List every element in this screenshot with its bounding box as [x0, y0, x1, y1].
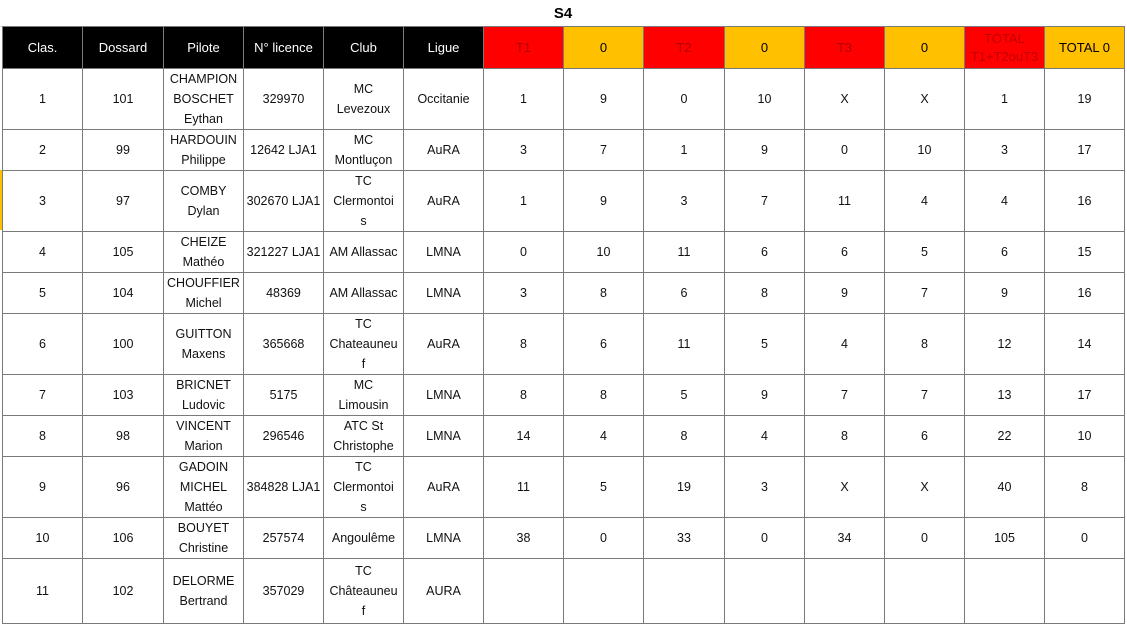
- cell-z1[interactable]: 5: [564, 457, 644, 518]
- cell-ligue[interactable]: AuRA: [404, 130, 484, 171]
- header-clas[interactable]: Clas.: [3, 27, 83, 69]
- cell-z1[interactable]: 7: [564, 130, 644, 171]
- cell-pilote[interactable]: [164, 232, 244, 273]
- cell-pilote[interactable]: [164, 518, 244, 559]
- club-line: MC: [353, 82, 374, 96]
- table-row: [3, 314, 1125, 375]
- cell-dossard[interactable]: 102: [83, 559, 164, 624]
- cell-pilote[interactable]: [164, 314, 244, 375]
- cell-t1[interactable]: 14: [484, 416, 564, 457]
- cell-t2[interactable]: 0: [644, 69, 725, 130]
- cell-t3[interactable]: 11: [805, 171, 885, 232]
- club-line: Limousin: [338, 398, 389, 412]
- cell-total[interactable]: 105: [965, 518, 1045, 559]
- cell-z2[interactable]: 9: [725, 375, 805, 416]
- cell-total0[interactable]: 14: [1045, 314, 1125, 375]
- club-line: f: [361, 604, 366, 618]
- cell-licence[interactable]: 384828 LJA1: [244, 457, 324, 518]
- cell-total0[interactable]: [1045, 559, 1125, 624]
- cell-z1[interactable]: [564, 559, 644, 624]
- pilote-line: Mathéo: [182, 255, 225, 269]
- club-line: Clermontoi: [333, 194, 394, 208]
- table-row: [3, 375, 1125, 416]
- table-row: [3, 232, 1125, 273]
- cell-licence[interactable]: 357029: [244, 559, 324, 624]
- header-t3[interactable]: T3: [805, 27, 885, 69]
- cell-clas[interactable]: 10: [3, 518, 83, 559]
- pilote-line: Philippe: [181, 153, 226, 167]
- cell-z3[interactable]: 0: [885, 518, 965, 559]
- cell-dossard[interactable]: 104: [83, 273, 164, 314]
- cell-z1[interactable]: 8: [564, 273, 644, 314]
- club-line: AM Allassac: [329, 286, 398, 300]
- cell-z1[interactable]: 8: [564, 375, 644, 416]
- cell-t1[interactable]: 8: [484, 314, 564, 375]
- cell-total0[interactable]: 16: [1045, 273, 1125, 314]
- pilote-line: Bertrand: [179, 594, 228, 608]
- cell-total[interactable]: 12: [965, 314, 1045, 375]
- cell-t3[interactable]: 0: [805, 130, 885, 171]
- cell-z3[interactable]: 10: [885, 130, 965, 171]
- cell-pilote[interactable]: [164, 457, 244, 518]
- cell-dossard[interactable]: 99: [83, 130, 164, 171]
- cell-licence[interactable]: 257574: [244, 518, 324, 559]
- cell-ligue[interactable]: LMNA: [404, 375, 484, 416]
- cell-z3[interactable]: [885, 559, 965, 624]
- cell-total0[interactable]: 0: [1045, 518, 1125, 559]
- cell-z2[interactable]: [725, 559, 805, 624]
- pilote-line: CHOUFFIER: [167, 276, 240, 290]
- cell-clas[interactable]: 8: [3, 416, 83, 457]
- header-row: [3, 27, 1125, 69]
- cell-clas[interactable]: 3: [3, 171, 83, 232]
- table-row: [3, 457, 1125, 518]
- cell-t1[interactable]: 8: [484, 375, 564, 416]
- cell-z3[interactable]: 7: [885, 375, 965, 416]
- pilote-line: BRICNET: [176, 378, 231, 392]
- club-line: s: [360, 214, 367, 228]
- cell-pilote[interactable]: [164, 130, 244, 171]
- club-line: AM Allassac: [329, 245, 398, 259]
- cell-z1[interactable]: 0: [564, 518, 644, 559]
- pilote-line: Mattéo: [184, 500, 223, 514]
- pilote-line: Maxens: [181, 347, 226, 361]
- pilote-line: Dylan: [187, 204, 220, 218]
- pilote-line: COMBY: [180, 184, 227, 198]
- header-zero-1[interactable]: 0: [564, 27, 644, 69]
- cell-t2[interactable]: 5: [644, 375, 725, 416]
- cell-club[interactable]: [324, 518, 404, 559]
- club-line: Christophe: [333, 439, 394, 453]
- cell-t3[interactable]: X: [805, 69, 885, 130]
- header-t1[interactable]: T1: [484, 27, 564, 69]
- cell-z1[interactable]: 9: [564, 171, 644, 232]
- cell-t2[interactable]: 19: [644, 457, 725, 518]
- sheet-title: S4: [553, 5, 573, 22]
- cell-total0[interactable]: 17: [1045, 130, 1125, 171]
- cell-club[interactable]: [324, 314, 404, 375]
- club-line: TC: [355, 317, 372, 331]
- table-row: [3, 273, 1125, 314]
- cell-club[interactable]: [324, 273, 404, 314]
- table-row: [3, 69, 1125, 130]
- cell-t1[interactable]: 0: [484, 232, 564, 273]
- cell-ligue[interactable]: Occitanie: [404, 69, 484, 130]
- cell-ligue[interactable]: LMNA: [404, 416, 484, 457]
- cell-total0[interactable]: 16: [1045, 171, 1125, 232]
- header-dossard[interactable]: Dossard: [83, 27, 164, 69]
- pilote-line: MICHEL: [179, 480, 228, 494]
- cell-club[interactable]: [324, 457, 404, 518]
- cell-total[interactable]: 3: [965, 130, 1045, 171]
- club-line: TC: [355, 174, 372, 188]
- cell-t3[interactable]: 4: [805, 314, 885, 375]
- cell-pilote[interactable]: [164, 69, 244, 130]
- header-licence[interactable]: N° licence: [244, 27, 324, 69]
- title-row: [0, 0, 1123, 27]
- pilote-line: HARDOUIN: [170, 133, 237, 147]
- cell-dossard[interactable]: 101: [83, 69, 164, 130]
- cell-pilote[interactable]: [164, 171, 244, 232]
- club-line: TC: [355, 460, 372, 474]
- pilote-line: Christine: [178, 541, 229, 555]
- cell-t2[interactable]: 3: [644, 171, 725, 232]
- cell-dossard[interactable]: 97: [83, 171, 164, 232]
- header-total-line2: T1+T2ouT3: [970, 48, 1039, 64]
- cell-z2[interactable]: 7: [725, 171, 805, 232]
- cell-licence[interactable]: 365668: [244, 314, 324, 375]
- table-row: [3, 559, 1125, 624]
- cell-z2[interactable]: 5: [725, 314, 805, 375]
- pilote-line: CHEIZE: [180, 235, 227, 249]
- cell-ligue[interactable]: LMNA: [404, 232, 484, 273]
- cell-total[interactable]: 1: [965, 69, 1045, 130]
- cell-licence[interactable]: 48369: [244, 273, 324, 314]
- cell-licence[interactable]: 12642 LJA1: [244, 130, 324, 171]
- cell-t3[interactable]: 34: [805, 518, 885, 559]
- header-ligue[interactable]: Ligue: [404, 27, 484, 69]
- cell-z3[interactable]: 5: [885, 232, 965, 273]
- cell-t2[interactable]: 33: [644, 518, 725, 559]
- cell-total0[interactable]: 15: [1045, 232, 1125, 273]
- cell-clas[interactable]: 7: [3, 375, 83, 416]
- table-row: [3, 130, 1125, 171]
- cell-z2[interactable]: 8: [725, 273, 805, 314]
- cell-t2[interactable]: [644, 559, 725, 624]
- header-t2[interactable]: T2: [644, 27, 725, 69]
- cell-pilote[interactable]: [164, 375, 244, 416]
- cell-t3[interactable]: X: [805, 457, 885, 518]
- club-line: ATC St: [343, 419, 384, 433]
- results-table: [2, 26, 1125, 624]
- cell-licence[interactable]: 296546: [244, 416, 324, 457]
- cell-t1[interactable]: 3: [484, 130, 564, 171]
- cell-t3[interactable]: 8: [805, 416, 885, 457]
- club-line: MC: [353, 133, 374, 147]
- cell-total0[interactable]: 8: [1045, 457, 1125, 518]
- cell-pilote[interactable]: [164, 273, 244, 314]
- cell-z1[interactable]: 6: [564, 314, 644, 375]
- cell-pilote[interactable]: [164, 559, 244, 624]
- cell-t2[interactable]: 8: [644, 416, 725, 457]
- cell-total0[interactable]: 10: [1045, 416, 1125, 457]
- cell-t1[interactable]: 38: [484, 518, 564, 559]
- cell-club[interactable]: [324, 375, 404, 416]
- results-body: [3, 69, 1125, 624]
- cell-ligue[interactable]: AuRA: [404, 314, 484, 375]
- cell-club[interactable]: [324, 171, 404, 232]
- cell-total[interactable]: 4: [965, 171, 1045, 232]
- cell-total[interactable]: 40: [965, 457, 1045, 518]
- cell-dossard[interactable]: 105: [83, 232, 164, 273]
- club-line: TC: [355, 564, 372, 578]
- cell-z3[interactable]: 4: [885, 171, 965, 232]
- cell-z1[interactable]: 10: [564, 232, 644, 273]
- cell-t2[interactable]: 11: [644, 314, 725, 375]
- header-club[interactable]: Club: [324, 27, 404, 69]
- cell-total[interactable]: 9: [965, 273, 1045, 314]
- cell-ligue[interactable]: AURA: [404, 559, 484, 624]
- cell-t2[interactable]: 1: [644, 130, 725, 171]
- cell-dossard[interactable]: 98: [83, 416, 164, 457]
- cell-t1[interactable]: 1: [484, 69, 564, 130]
- cell-t1[interactable]: 1: [484, 171, 564, 232]
- club-line: Levezoux: [336, 102, 391, 116]
- cell-licence[interactable]: 302670 LJA1: [244, 171, 324, 232]
- club-line: s: [360, 500, 367, 514]
- header-total[interactable]: [965, 27, 1045, 69]
- cell-z2[interactable]: 10: [725, 69, 805, 130]
- cell-t1[interactable]: [484, 559, 564, 624]
- cell-z1[interactable]: 9: [564, 69, 644, 130]
- cell-t1[interactable]: 11: [484, 457, 564, 518]
- cell-z3[interactable]: X: [885, 457, 965, 518]
- cell-club[interactable]: [324, 69, 404, 130]
- header-zero-3[interactable]: 0: [885, 27, 965, 69]
- cell-t3[interactable]: 6: [805, 232, 885, 273]
- header-pilote[interactable]: Pilote: [164, 27, 244, 69]
- cell-licence[interactable]: 329970: [244, 69, 324, 130]
- cell-dossard[interactable]: 96: [83, 457, 164, 518]
- pilote-line: BOSCHET: [173, 92, 234, 106]
- cell-t1[interactable]: 3: [484, 273, 564, 314]
- header-total-line1: TOTAL: [984, 30, 1025, 46]
- cell-z2[interactable]: 0: [725, 518, 805, 559]
- cell-z2[interactable]: 4: [725, 416, 805, 457]
- cell-ligue[interactable]: LMNA: [404, 273, 484, 314]
- club-line: Chateauneu: [329, 337, 398, 351]
- pilote-line: GUITTON: [175, 327, 232, 341]
- cell-t2[interactable]: 11: [644, 232, 725, 273]
- cell-club[interactable]: [324, 232, 404, 273]
- cell-licence[interactable]: 321227 LJA1: [244, 232, 324, 273]
- cell-total[interactable]: 22: [965, 416, 1045, 457]
- table-row: [3, 518, 1125, 559]
- pilote-line: Ludovic: [181, 398, 226, 412]
- table-row: [3, 171, 1125, 232]
- cell-pilote[interactable]: [164, 416, 244, 457]
- cell-total[interactable]: 6: [965, 232, 1045, 273]
- cell-z3[interactable]: 8: [885, 314, 965, 375]
- pilote-line: Eythan: [184, 112, 223, 126]
- pilote-line: Marion: [184, 439, 223, 453]
- club-line: f: [361, 357, 366, 371]
- cell-clas[interactable]: 6: [3, 314, 83, 375]
- pilote-line: BOUYET: [177, 521, 230, 535]
- club-line: Châteauneu: [329, 584, 398, 598]
- club-line: MC: [353, 378, 374, 392]
- cell-z3[interactable]: X: [885, 69, 965, 130]
- cell-total[interactable]: 13: [965, 375, 1045, 416]
- cell-clas[interactable]: 11: [3, 559, 83, 624]
- table-row: [3, 416, 1125, 457]
- club-line: Angoulême: [331, 531, 396, 545]
- club-line: Clermontoi: [333, 480, 394, 494]
- cell-club[interactable]: [324, 130, 404, 171]
- cell-t3[interactable]: 7: [805, 375, 885, 416]
- cell-total0[interactable]: 17: [1045, 375, 1125, 416]
- cell-ligue[interactable]: AuRA: [404, 171, 484, 232]
- cell-total[interactable]: [965, 559, 1045, 624]
- cell-z2[interactable]: 9: [725, 130, 805, 171]
- cell-z3[interactable]: 7: [885, 273, 965, 314]
- header-total0[interactable]: TOTAL 0: [1045, 27, 1125, 69]
- cell-z1[interactable]: 4: [564, 416, 644, 457]
- pilote-line: CHAMPION: [169, 72, 238, 86]
- cell-clas[interactable]: 5: [3, 273, 83, 314]
- cell-club[interactable]: [324, 416, 404, 457]
- cell-dossard[interactable]: 106: [83, 518, 164, 559]
- cell-club[interactable]: [324, 559, 404, 624]
- cell-t2[interactable]: 6: [644, 273, 725, 314]
- cell-ligue[interactable]: LMNA: [404, 518, 484, 559]
- header-zero-2[interactable]: 0: [725, 27, 805, 69]
- club-line: Montluçon: [334, 153, 393, 167]
- cell-clas[interactable]: 9: [3, 457, 83, 518]
- pilote-line: GADOIN: [178, 460, 229, 474]
- cell-z2[interactable]: 6: [725, 232, 805, 273]
- cell-total0[interactable]: 19: [1045, 69, 1125, 130]
- pilote-line: Michel: [185, 296, 222, 310]
- cell-t3[interactable]: [805, 559, 885, 624]
- cell-licence[interactable]: 5175: [244, 375, 324, 416]
- pilote-line: DELORME: [172, 574, 235, 588]
- pilote-line: VINCENT: [176, 419, 231, 433]
- cell-clas[interactable]: 1: [3, 69, 83, 130]
- cell-dossard[interactable]: 103: [83, 375, 164, 416]
- cell-t3[interactable]: 9: [805, 273, 885, 314]
- cell-dossard[interactable]: 100: [83, 314, 164, 375]
- cell-ligue[interactable]: AuRA: [404, 457, 484, 518]
- cell-clas[interactable]: 4: [3, 232, 83, 273]
- cell-clas[interactable]: 2: [3, 130, 83, 171]
- cell-z3[interactable]: 6: [885, 416, 965, 457]
- cell-z2[interactable]: 3: [725, 457, 805, 518]
